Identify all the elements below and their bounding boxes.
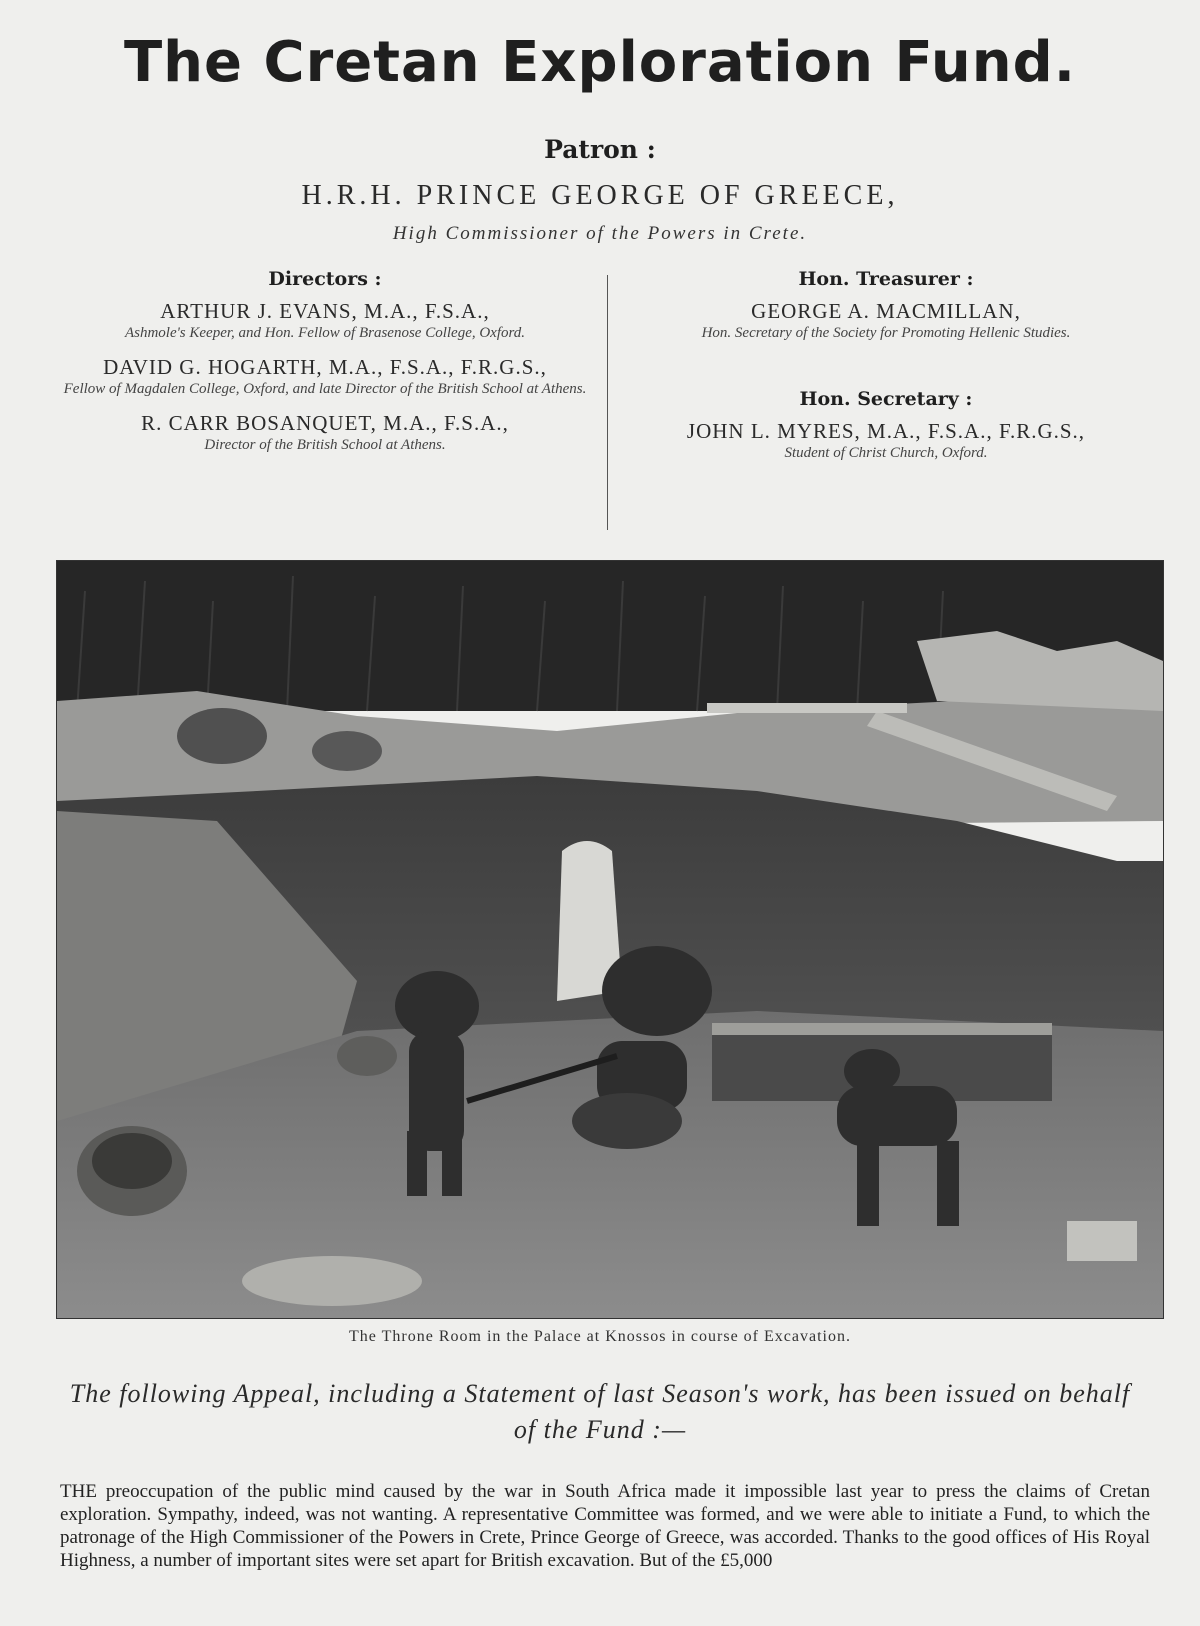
patron-role: High Commissioner of the Powers in Crete. xyxy=(392,223,808,244)
directors-column xyxy=(40,268,610,466)
director-desc: Director of the British School at Athens. xyxy=(204,437,446,453)
appeal-heading: The following Appeal, including a Statement of last Season's work, has been issued on behalf of the Fund :— xyxy=(69,1379,1131,1444)
patron-name: H.R.H. PRINCE GEORGE OF GREECE, xyxy=(301,180,899,211)
body-paragraph: THE preoccupation of the public mind caused by the war in South Africa made it impossible last year to press the claims of Cretan exploration. Sympathy, indeed, was not wanting. A representative Committee was formed, and we were able to initiate a Fund, to which the patronage of the High Commissioner of the Powers in Crete, Prince George of Greece, was accorded. Thanks to the good offices of His Royal Highness, a number of important sites were set apart for British excavation. But of the £5,000 xyxy=(60,1481,1150,1571)
treasurer-desc: Hon. Secretary of the Society for Promoting Hellenic Studies. xyxy=(701,325,1071,341)
excavation-photo xyxy=(56,560,1164,1319)
secretary-label: Hon. Secretary : xyxy=(799,388,973,410)
page-title: The Cretan Exploration Fund. xyxy=(123,30,1077,95)
director-desc: Ashmole's Keeper, and Hon. Fellow of Brasenose College, Oxford. xyxy=(124,325,526,341)
officers-column xyxy=(612,268,1160,474)
director-name: R. CARR BOSANQUET, M.A., F.S.A., xyxy=(141,411,509,435)
excavation-photo-illustration xyxy=(57,561,1163,1318)
directors-label: Directors : xyxy=(268,268,382,290)
photo-caption: The Throne Room in the Palace at Knossos in course of Excavation. xyxy=(349,1328,851,1345)
director-desc: Fellow of Magdalen College, Oxford, and late Director of the British School at Athens. xyxy=(63,381,587,397)
patron-label: Patron : xyxy=(544,135,656,164)
treasurer-name: GEORGE A. MACMILLAN, xyxy=(751,299,1021,323)
treasurer-label: Hon. Treasurer : xyxy=(798,268,974,290)
secretary-desc: Student of Christ Church, Oxford. xyxy=(784,445,988,461)
column-divider xyxy=(607,275,608,530)
secretary-name: JOHN L. MYRES, M.A., F.S.A., F.R.G.S., xyxy=(686,419,1086,443)
director-name: DAVID G. HOGARTH, M.A., F.S.A., F.R.G.S., xyxy=(103,355,547,379)
director-name: ARTHUR J. EVANS, M.A., F.S.A., xyxy=(160,299,490,323)
